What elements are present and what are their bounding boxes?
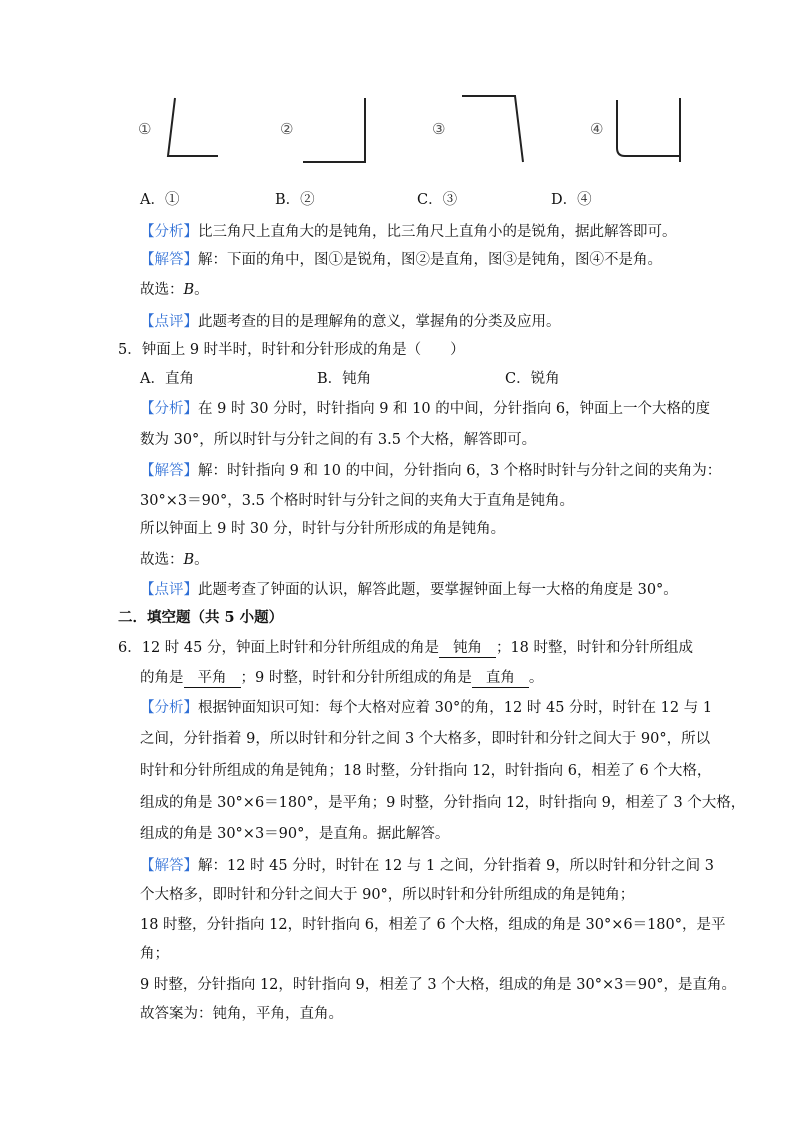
choice-suffix: 。 (194, 282, 209, 298)
figure-label-1: ① (138, 120, 152, 138)
q4-analysis (140, 222, 677, 242)
choice-letter: B (183, 282, 195, 298)
analysis-tag: 【分析】 (140, 224, 198, 240)
analysis-text: 在 9 时 30 分时，时针指向 9 和 10 的中间，分针指向 6，钟面上一个大格的度 (198, 401, 711, 417)
q6-text-part2: ；18 时整，时针和分针所组成 (495, 640, 694, 656)
q6-answer-line1 (140, 856, 714, 876)
q6-answer-line2: 个大格多，即时针和分针之间大于 90°，所以时针和分针所组成的角是钝角； (140, 887, 635, 903)
q6-analysis-line1 (140, 698, 712, 718)
q6-answer-line6: 故答案为：钝角，平角，直角。 (140, 1006, 343, 1022)
figure-label-2: ② (280, 120, 294, 138)
q6-text-part3: 的角是 (140, 670, 184, 686)
q6-blank-2: 平角 (184, 670, 241, 688)
answer-text: 解：时针指向 9 和 10 的中间，分针指向 6，3 个格时时针与分针之间的夹角为： (198, 463, 722, 479)
comment-tag: 【点评】 (140, 314, 198, 330)
q5-option-b: B．钝角 (317, 371, 372, 387)
q6-blank-3: 直角 (472, 670, 529, 688)
q4-comment (140, 312, 561, 332)
choice-prefix: 故选： (140, 282, 184, 298)
choice-letter: B (183, 552, 195, 568)
choice-suffix: 。 (194, 552, 209, 568)
q6-analysis-line4: 组成的角是 30°×6＝180°，是平角；9 时整，分针指向 12，时针指向 9，相差了 3 个大格， (140, 795, 746, 811)
acute-angle-figure (168, 98, 218, 156)
comment-tag: 【点评】 (140, 582, 198, 598)
q6-question-line1 (118, 638, 693, 658)
obtuse-angle-figure (462, 96, 523, 162)
q5-option-a: A．直角 (140, 371, 194, 387)
q5-comment (140, 580, 678, 600)
q6-answer-line3: 18 时整，分针指向 12，时针指向 6，相差了 6 个大格，组成的角是 30°×6＝180°，是平 (140, 917, 726, 933)
q6-text-part5: 。 (528, 670, 544, 686)
q6-blank-1: 钝角 (439, 640, 496, 658)
choice-prefix: 故选： (140, 552, 184, 568)
q5-question: 5．钟面上 9 时半时，时针和分针形成的角是（ ） (118, 342, 465, 358)
q6-question-line2 (140, 668, 543, 688)
figure-label-4: ④ (590, 120, 604, 138)
answer-text: 解：下面的角中，图①是锐角，图②是直角，图③是钝角，图④不是角。 (198, 252, 662, 268)
q4-option-d: D．④ (551, 192, 592, 208)
q5-analysis-line1 (140, 399, 710, 419)
q5-choice (140, 550, 209, 570)
section-heading: 二．填空题（共 5 小题） (118, 609, 284, 626)
q5-analysis-line2: 数为 30°，所以时针与分针之间的有 3.5 个大格，解答即可。 (140, 432, 537, 448)
q6-analysis-line3: 时针和分针所组成的角是钝角；18 时整，分针指向 12，时针指向 6，相差了 6 个大格， (140, 763, 712, 779)
q4-choice (140, 280, 209, 300)
q4-option-a: A．① (140, 192, 180, 208)
q4-option-b: B．② (275, 192, 315, 208)
angle-figures (120, 90, 700, 170)
comment-text: 此题考查了钟面的认识，解答此题，要掌握钟面上每一大格的角度是 30°。 (198, 582, 678, 598)
answer-text: 解：12 时 45 分时，时针在 12 与 1 之间，分针指着 9，所以时针和分针之间 3 (198, 858, 715, 874)
analysis-text: 比三角尺上直角大的是钝角，比三角尺上直角小的是锐角，据此解答即可。 (198, 224, 677, 240)
analysis-text: 根据钟面知识可知：每个大格对应着 30°的角，12 时 45 分时，时针在 12 与 1 (198, 700, 713, 716)
answer-tag: 【解答】 (140, 463, 198, 479)
q6-analysis-line2: 之间，分针指着 9，所以时针和分针之间 3 个大格多，即时针和分针之间大于 90°，所以 (140, 731, 711, 747)
answer-tag: 【解答】 (140, 858, 198, 874)
right-angle-figure (303, 98, 365, 162)
figure-label-3: ③ (432, 120, 446, 138)
not-angle-figure (617, 98, 680, 162)
q6-text-part4: ；9 时整，时针和分针所组成的角是 (240, 670, 472, 686)
analysis-tag: 【分析】 (140, 401, 198, 417)
q6-text-part1: 6．12 时 45 分，钟面上时针和分针所组成的角是 (118, 640, 439, 656)
answer-tag: 【解答】 (140, 252, 198, 268)
q5-option-c: C．锐角 (505, 371, 560, 387)
analysis-tag: 【分析】 (140, 700, 198, 716)
q6-answer-line5: 9 时整，分针指向 12，时针指向 9，相差了 3 个大格，组成的角是 30°×3＝90°，是直角。 (140, 977, 737, 993)
q6-answer-line4: 角； (140, 946, 169, 962)
q5-answer-line2: 30°×3＝90°，3.5 个格时时针与分针之间的夹角大于直角是钝角。 (140, 493, 574, 509)
q5-answer-line1 (140, 461, 721, 481)
q4-answer (140, 250, 662, 270)
q6-analysis-line5: 组成的角是 30°×3＝90°，是直角。据此解答。 (140, 826, 450, 842)
q4-option-c: C．③ (417, 192, 458, 208)
comment-text: 此题考查的目的是理解角的意义，掌握角的分类及应用。 (198, 314, 561, 330)
q5-answer-line3: 所以钟面上 9 时 30 分，时针与分针所形成的角是钝角。 (140, 521, 506, 537)
